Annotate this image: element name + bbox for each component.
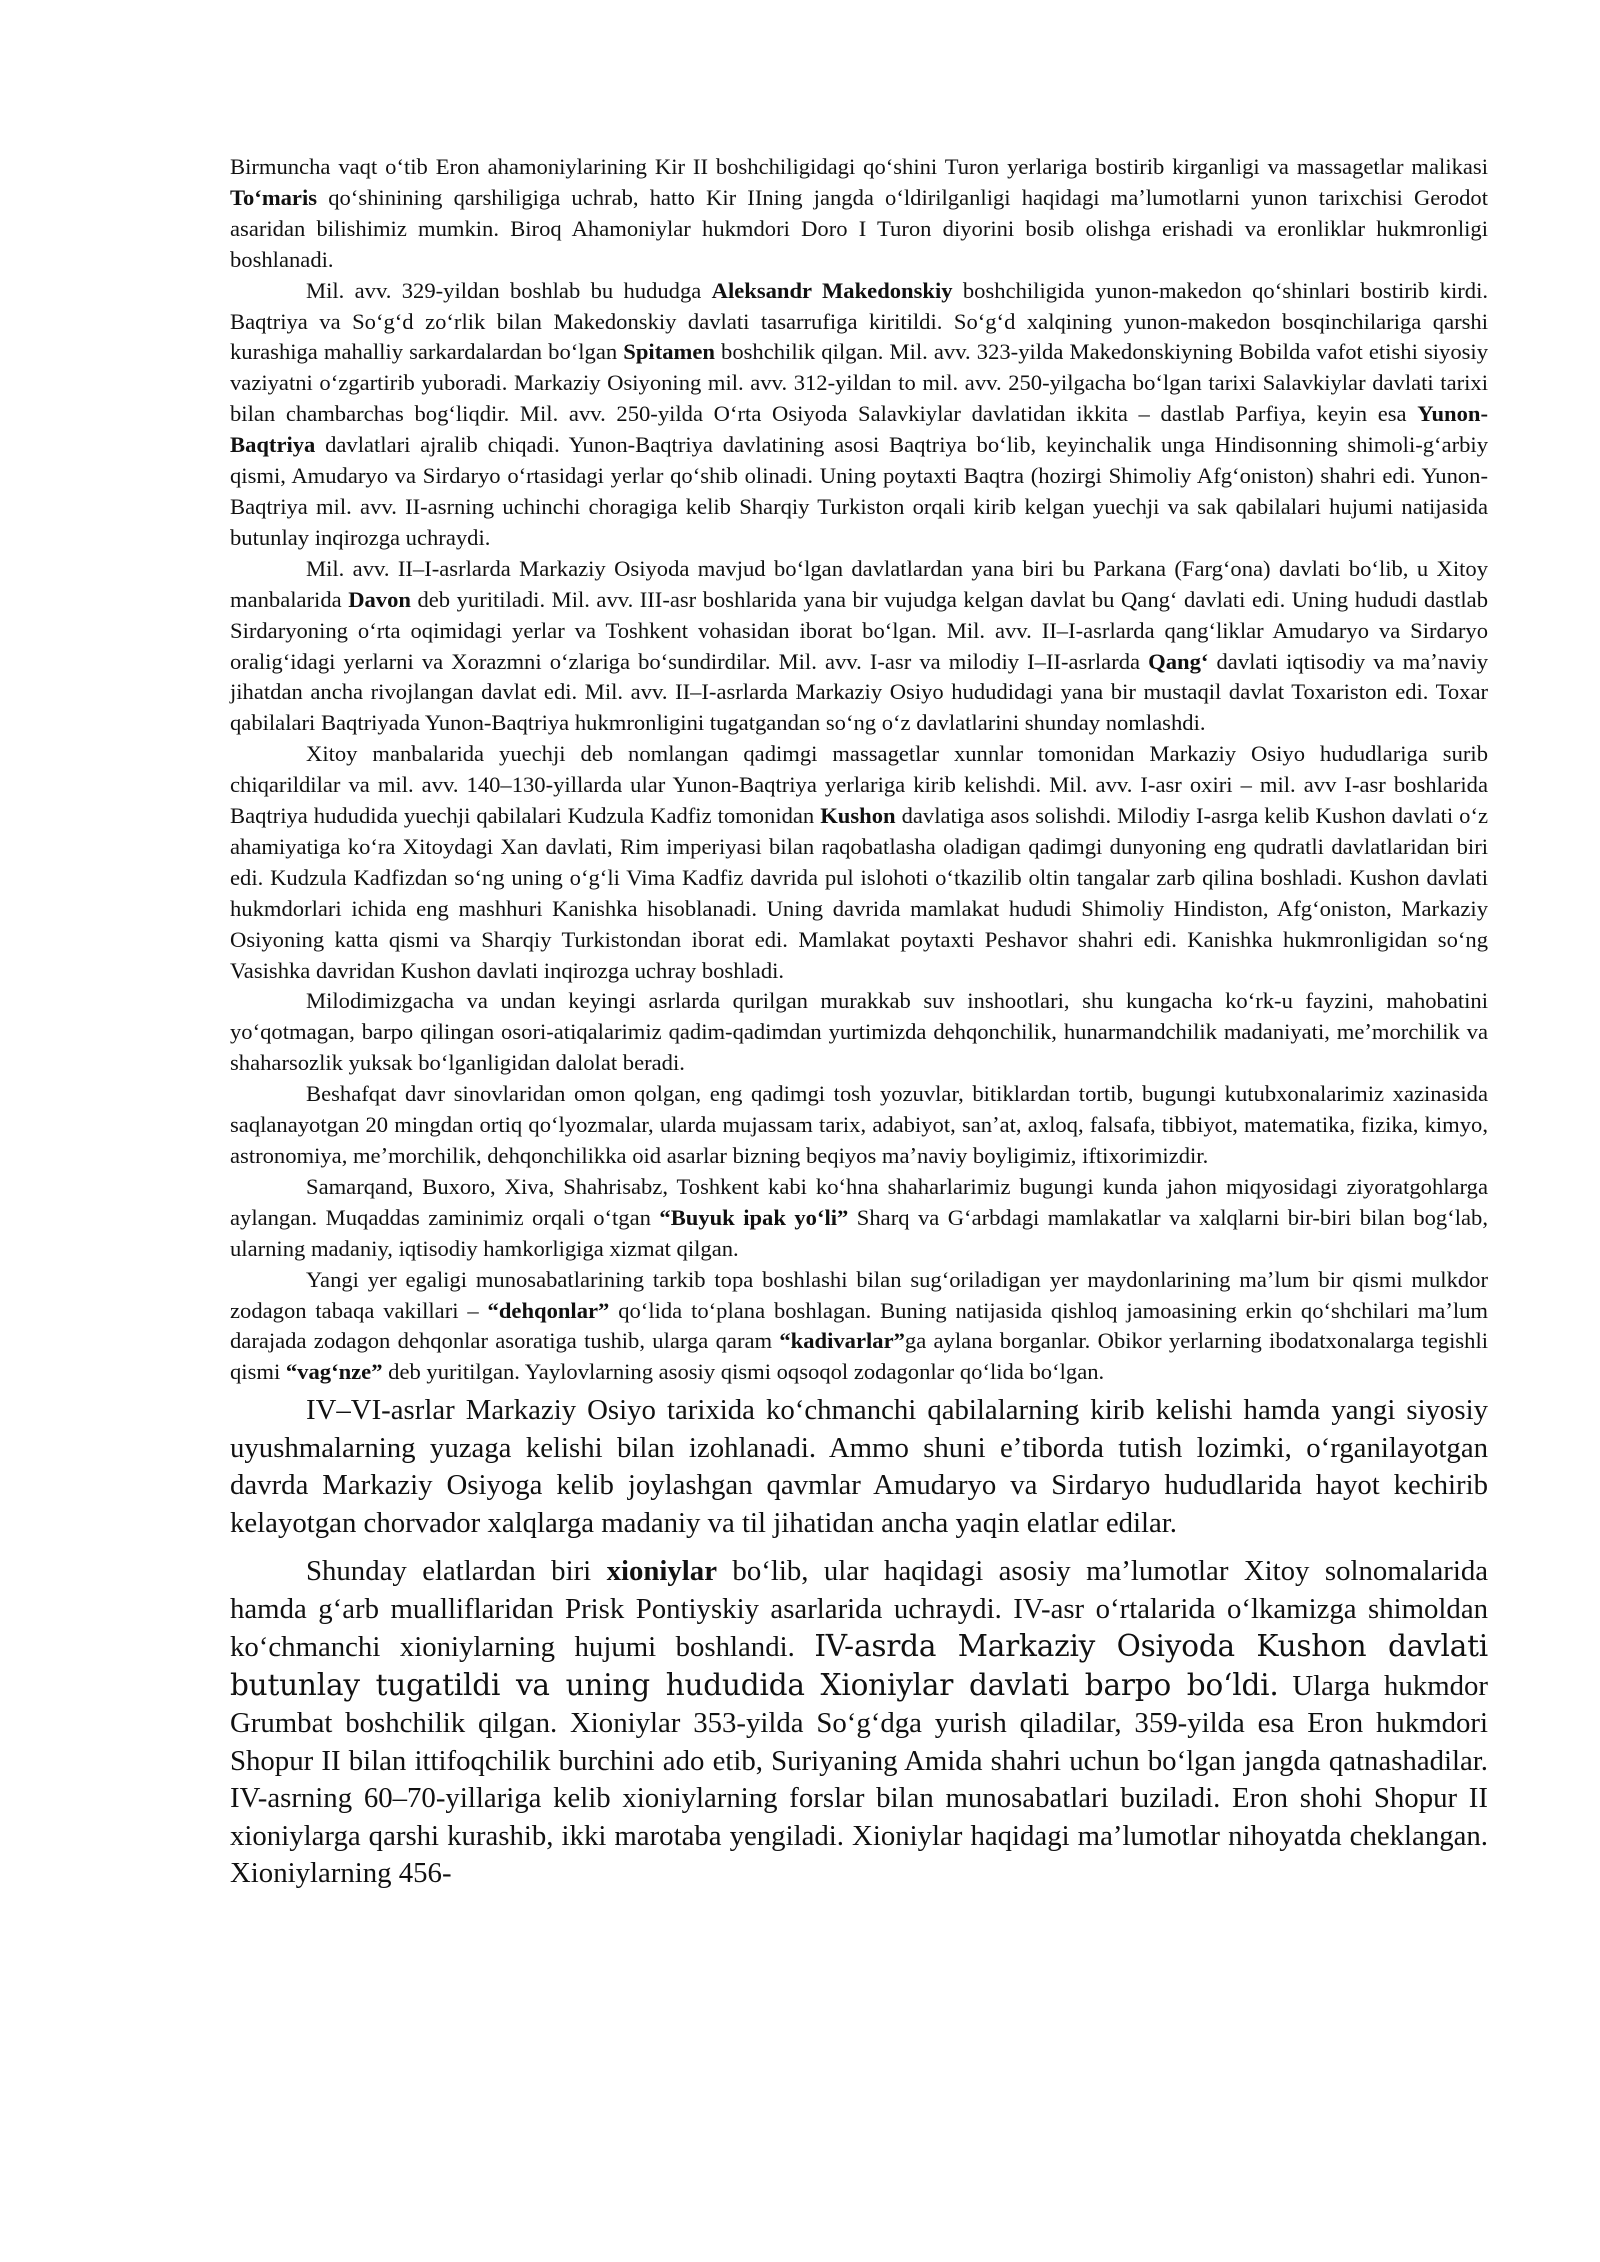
paragraph (230, 1392, 1488, 1542)
document-page (230, 152, 1488, 1904)
text-run: boshchiligida yunon-makedon qoʻshinlari bostirib kirdi. Baqtriya va Soʻgʻd zoʻrlik bilan Makedonskiy davlati tasarrufiga kiritildi. Soʻgʻd xalqining yunon-makedon bosqinchilariga qarshi kurashiga mahalliy sarkardalardan boʻlgan (230, 277, 1488, 365)
paragraph (230, 986, 1488, 1079)
text-run: qoʻshinining qarshiligiga uchrab, hatto Kir IIning jangda oʻldirilganligi haqidagi maʼlumotlarni yunon tarixchisi Gerodot asaridan bilishimiz mumkin. Biroq Ahamoniylar hukmdori Doro I Turon diyorini bosib olishga erishadi va eronliklar hukmronligi boshlanadi. (230, 184, 1488, 272)
text-run: Samarqand, Buxoro, Xiva, Shahrisabz, Toshkent kabi koʻhna shaharlarimiz bugungi kunda jahon miqyosidagi ziyoratgohlarga aylangan. Muqaddas zaminimiz orqali oʻtgan (230, 1173, 1488, 1230)
text-run: Milodimizgacha va undan keyingi asrlarda qurilgan murakkab suv inshootlari, shu kungacha koʻrk-u fayzini, mahobatini yoʻqotmagan, barpo qilingan osori-atiqalarimiz qadim-qadimdan yurtimizda dehqonchilik, hunarmandchilik madaniyati, meʼmorchilik va shaharsozlik yuksak boʻlganligidan dalolat beradi. (230, 988, 1488, 1076)
text-run: qoʻlida toʻplana boshlagan. Buning natijasida qishloq jamoasining erkin qoʻshchilari maʼlum darajada zodagon dehqonlar asoratiga tushib, ularga qaram (230, 1297, 1488, 1354)
text-run: Shunday elatlardan biri (306, 1555, 607, 1588)
bold-term: Davon (348, 586, 411, 612)
bold-term: “kadivarlar” (779, 1328, 905, 1354)
text-run: Ularga hukmdor Grumbat boshchilik qilgan. Xioniylar 353-yilda Soʻgʻdga yurish qiladilar, 359-yilda esa Eron hukmdori Shopur II bilan ittifoqchilik burchini ado etib, Suriyaning Amida shahri uchun boʻlgan jangda qatnashadilar. IV-asrning 60–70-yillariga kelib xioniylarning forslar bilan munosabatlari buziladi. Eron shohi Shopur II xioniylarga qarshi kurashib, ikki marotaba yengiladi. Xioniylar haqidagi maʼlumotlar nihoyatda cheklangan. Xioniylarning 456- (230, 1669, 1488, 1890)
text-run: Birmuncha vaqt oʻtib Eron ahamoniylarining Kir II boshchiligidagi qoʻshini Turon yerlariga bostirib kirganligi va massagetlar malikasi (230, 154, 1488, 179)
paragraph (230, 1079, 1488, 1172)
text-run: IV-asrda Markaziy Osiyoda Kushon davlati butunlay tugatildi va uning hududida Xioniylar davlati barpo boʻldi. (230, 1629, 1489, 1702)
text-run: boshchilik qilgan. Mil. avv. 323-yilda Makedonskiyning Bobilda vafot etishi siyosiy vaziyatni oʻzgartirib yuboradi. Markaziy Osiyoning mil. avv. 312-yildan to mil. avv. 250-yilgacha boʻlgan tarixi Salavkiylar davlati tarixi bilan chambarchas bogʻliqdir. Mil. avv. 250-yilda Oʻrta Osiyoda Salavkiylar davlatidan ikkita – dastlab Parfiya, keyin esa (230, 339, 1488, 427)
text-run: davlatiga asos solishdi. Milodiy I-asrga kelib Kushon davlati oʻz ahamiyatiga koʻra Xitoydagi Xan davlati, Rim imperiyasi bilan raqobatlasha oladigan qadimgi dunyoning eng qudratli davlatlaridan biri edi. Kudzula Kadfizdan soʻng uning oʻgʻli Vima Kadfiz davrida pul islohoti oʻtkazilib oltin tangalar zarb qilina boshladi. Kushon davlati hukmdorlari ichida eng mashhuri Kanishka hisoblanadi. Uning davrida mamlakat hududi Shimoliy Hindiston, Afgʻoniston, Markaziy Osiyoning katta qismi va Sharqiy Turkistondan iborat edi. Mamlakat poytaxti Peshavor shahri edi. Kanishka hukmronligidan soʻng Vasishka davridan Kushon davlati inqirozga uchray boshladi. (230, 803, 1489, 983)
paragraph (230, 152, 1488, 276)
text-run: Xitoy manbalarida yuechji deb nomlangan qadimgi massagetlar xunnlar tomonidan Markaziy Osiyo hududlariga surib chiqarildilar va mil. avv. 140–130-yillarda ular Yunon-Baqtriya yerlariga kirib kelishdi. Mil. avv. I-asr oxiri – mil. avv I-asr boshlarida Baqtriya hududida yuechji qabilalari Kudzula Kadfiz tomonidan (230, 741, 1488, 829)
bold-term: “dehqonlar” (487, 1297, 610, 1323)
paragraph (230, 276, 1488, 554)
bold-term: Spitamen (623, 339, 715, 365)
text-run: boʻlib, ular haqidagi asosiy maʼlumotlar Xitoy solnomalarida hamda gʻarb mualliflaridan Prisk Pontiyskiy asarlarida uchraydi. IV-asr oʻrtalarida oʻlkamizga shimoldan koʻchmanchi xioniylarning hujumi boshlandi. (230, 1555, 1488, 1664)
bold-term: “Buyuk ipak yoʻli” (659, 1204, 849, 1230)
bold-term: Qangʻ (1148, 648, 1209, 674)
text-run: davlatlari ajralib chiqadi. Yunon-Baqtriya davlatining asosi Baqtriya boʻlib, keyinchalik unga Hindisonning shimoli-gʻarbiy qismi, Amudaryo va Sirdaryo oʻrtasidagi yerlar qoʻshib olinadi. Uning poytaxti Baqtra (hozirgi Shimoliy Afgʻoniston) shahri edi. Yunon-Baqtriya mil. avv. II-asrning uchinchi choragiga kelib Sharqiy Turkiston orqali kirib kelgan yuechji va sak qabilalari hujumi natijasida butunlay inqirozga uchraydi. (230, 432, 1488, 550)
text-run: Mil. avv. II–I-asrlarda Markaziy Osiyoda mavjud boʻlgan davlatlardan yana biri bu Parkana (Fargʻona) davlati boʻlib, u Xitoy manbalarida (230, 555, 1488, 612)
bold-term: xioniylar (606, 1555, 717, 1588)
text-run: Sharq va Gʻarbdagi mamlakatlar va xalqlarni bir-biri bilan bogʻlab, ularning madaniy, iqtisodiy hamkorligiga xizmat qilgan. (230, 1204, 1488, 1261)
bold-term: Aleksandr Makedonskiy (711, 277, 953, 303)
text-run: ga aylana borganlar. Obikor yerlarning ibodatxonalarga tegishli qismi (230, 1328, 1489, 1385)
text-run: deb yuritilgan. Yaylovlarning asosiy qismi oqsoqol zodagonlar qoʻlida boʻlgan. (382, 1359, 1105, 1385)
paragraph (230, 739, 1488, 986)
text-run: Yangi yer egaligi munosabatlarining tarkib topa boshlashi bilan sugʻoriladigan yer maydonlarining maʼlum bir qismi mulkdor zodagon tabaqa vakillari – (230, 1266, 1488, 1323)
small-text-section (230, 152, 1488, 1388)
large-text-section (230, 1392, 1488, 1893)
text-run: davlati iqtisodiy va maʼnaviy jihatdan ancha rivojlangan davlat edi. Mil. avv. II–I-asrlarda Markaziy Osiyo hududidagi yana bir mustaqil davlat Toxariston edi. Toxar qabilalari Baqtriyada Yunon-Baqtriya hukmronligini tugatgandan soʻng oʻz davlatlarini shunday nomlashdi. (230, 648, 1488, 736)
bold-term: Yunon-Baqtriya (230, 401, 1488, 458)
paragraph (230, 1265, 1488, 1389)
text-run: deb yuritiladi. Mil. avv. III-asr boshlarida yana bir vujudga kelgan davlat bu Qangʻ davlati edi. Uning hududi dastlab Sirdaryoning oʻrta oqimidagi yerlar va Toshkent vohasidan iborat boʻlgan. Mil. avv. II–I-asrlarda qangʻliklar Amudaryo va Sirdaryo oraligʻidagi yerlarni va Xorazmni oʻzlariga boʻsundirdilar. Mil. avv. I-asr va milodiy I–II-asrlarda (230, 586, 1489, 674)
paragraph (230, 1172, 1488, 1265)
text-run: IV–VI-asrlar Markaziy Osiyo tarixida koʻchmanchi qabilalarning kirib kelishi hamda yangi siyosiy uyushmalarning yuzaga kelishi bilan izohlanadi. Ammo shuni eʼtiborda tutish lozimki, oʻrganilayotgan davrda Markaziy Osiyoga kelib joylashgan qavmlar Amudaryo va Sirdaryo hududlarida hayot kechirib kelayotgan chorvador xalqlarga madaniy va til jihatidan ancha yaqin elatlar edilar. (230, 1394, 1488, 1539)
bold-term: Toʻmaris (230, 184, 318, 210)
text-run: Mil. avv. 329-yildan boshlab bu hududga (306, 277, 712, 303)
text-run: Beshafqat davr sinovlaridan omon qolgan, eng qadimgi tosh yozuvlar, bitiklardan tortib, bugungi kutubxonalarimiz xazinasida saqlanayotgan 20 mingdan ortiq qoʻlyozmalar, ularda mujassam tarix, adabiyot, sanʼat, axloq, falsafa, tibbiyot, matematika, fizika, kimyo, astronomiya, meʼmorchilik, dehqonchilikka oid asarlar bizning beqiyos maʼnaviy boyligimiz, iftixorimizdir. (230, 1081, 1488, 1168)
bold-term: “vagʻnze” (285, 1359, 383, 1385)
paragraph (230, 554, 1488, 739)
paragraph (230, 1553, 1488, 1893)
bold-term: Kushon (820, 803, 896, 829)
